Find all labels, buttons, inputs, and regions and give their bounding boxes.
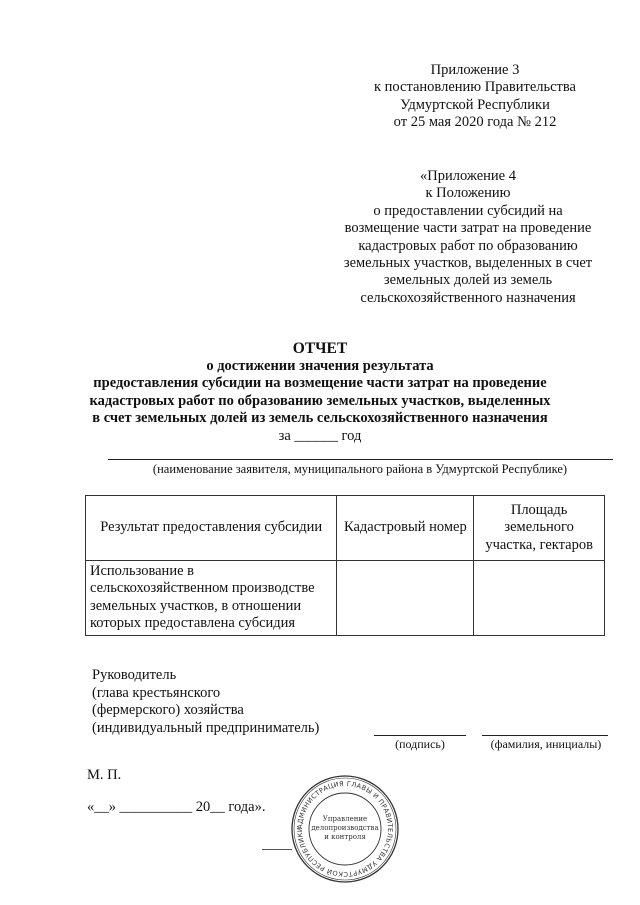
signature-caption: (подпись) <box>395 737 445 751</box>
appendix-3-line: к постановлению Правительства <box>374 79 576 96</box>
appendix-4-line: земельных долей из земель <box>383 272 553 289</box>
date-line: «__» __________ 20__ года». <box>87 799 266 815</box>
signature-line[interactable] <box>374 735 466 736</box>
table-row <box>86 561 605 636</box>
report-title-block <box>40 340 600 446</box>
cell-subsidy-result: Использование в сельскохозяйственном производстве земельных участков, в отношении которых предоставлена субсидия <box>86 561 337 636</box>
appendix-3-heading <box>360 62 590 132</box>
report-subtitle-line: о достижении значения результата <box>206 357 434 374</box>
stamp-inner-line: и контроля <box>324 833 366 841</box>
appendix-4-line: земельных участков, выделенных в счет <box>343 255 593 272</box>
appendix-3-line: Удмуртской Республики <box>400 96 550 113</box>
appendix-4-heading <box>328 168 608 307</box>
report-title: ОТЧЕТ <box>292 340 348 357</box>
appendix-3-line: от 25 мая 2020 года № 212 <box>393 114 557 131</box>
name-caption: (фамилия, инициалы) <box>490 737 602 751</box>
cell-plot-area[interactable] <box>474 561 605 636</box>
head-position-line: (глава крестьянского <box>92 684 221 701</box>
appendix-4-line: возмещение части затрат на проведение <box>344 220 592 237</box>
head-position-line: (индивидуальный предприниматель) <box>92 719 320 736</box>
report-table <box>85 495 605 636</box>
head-position-line: (фермерского) хозяйства <box>92 702 244 719</box>
appendix-4-line: кадастровых работ по образованию <box>358 237 578 254</box>
appendix-4-line: «Приложение 4 <box>420 168 516 184</box>
header-cadastral-number: Кадастровый номер <box>337 496 474 561</box>
head-position-line: Руководитель <box>92 667 177 683</box>
appendix-4-line: к Положению <box>425 185 511 202</box>
applicant-caption: (наименование заявителя, муниципального района в Удмуртской Республике) <box>152 462 568 476</box>
appendix-4-line: о предоставлении субсидий на <box>373 202 563 219</box>
report-subtitle-line: кадастровых работ по образованию земельных участков, выделенных <box>89 392 551 409</box>
stamp-ring-text: АДМИНИСТРАЦИЯ ГЛАВЫ И ПРАВИТЕЛЬСТВА УДМУРТСКОЙ РЕСПУБЛИКИ <box>295 779 395 879</box>
report-period: за ______ год <box>278 427 362 444</box>
cell-cadastral-number[interactable] <box>337 561 474 636</box>
seal-place-label: М. П. <box>87 767 122 783</box>
official-stamp <box>290 774 400 884</box>
appendix-4-line: сельскохозяйственного назначения <box>360 289 576 306</box>
stamp-underline <box>262 849 292 850</box>
header-subsidy-result: Результат предоставления субсидии <box>86 496 337 561</box>
report-subtitle-line: предоставления субсидии на возмещение части затрат на проведение <box>93 375 547 392</box>
report-subtitle-line: в счет земельных долей из земель сельскохозяйственного назначения <box>92 410 548 427</box>
head-position-block <box>92 667 319 737</box>
stamp-inner-line: делопроизводства <box>311 824 379 832</box>
appendix-3-line: Приложение 3 <box>430 62 520 78</box>
applicant-name-line <box>108 459 613 460</box>
stamp-inner-line: Управление <box>322 815 368 823</box>
name-line[interactable] <box>482 735 608 736</box>
table-header-row <box>86 496 605 561</box>
header-plot-area: Площадь земельного участка, гектаров <box>474 496 605 561</box>
